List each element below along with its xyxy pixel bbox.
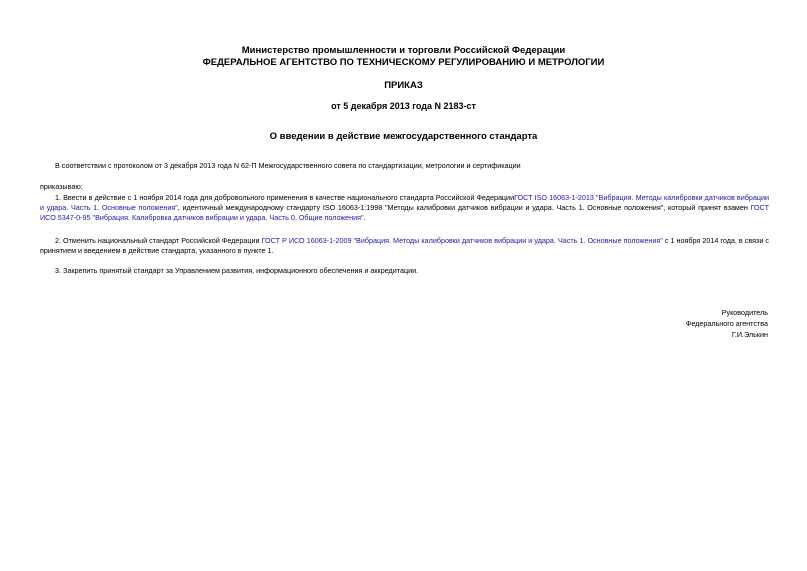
- order-item-1: [40, 193, 769, 223]
- gost-iso-5347-0-95-link[interactable]: ГОСТ ИСО 5347-0-95 "Вибрация. Калибровка датчиков вибрации и удара. Часть 0. Общие положения": [40, 203, 769, 222]
- item2-text-b: с 1 ноября 2014 года, в связи с принятием и введением в действие стандарта, указанного в пункте 1.: [40, 236, 769, 255]
- intro-paragraph: В соответствии с протоколом от 3 декабря 2013 года N 62-П Межгосударственного совета по стандартизации, метрологии и сертификации: [55, 161, 521, 170]
- item2-text-a: 2. Отменить национальный стандарт Российской Федерации: [55, 236, 262, 245]
- order-item-2: [40, 236, 769, 256]
- item1-text-c: .: [363, 213, 366, 222]
- gost-iso-16063-1-2013-link[interactable]: ГОСТ ISO 16063-1-2013 "Вибрация. Методы калибровки датчиков вибрации и удара. Часть 1. Основные положения": [40, 193, 769, 212]
- ministry-title: Министерство промышленности и торговли Российской Федерации: [241, 45, 566, 56]
- order-item-3: 3. Закрепить принятый стандарт за Управлением развития, информационного обеспечения и аккредитации.: [55, 266, 419, 275]
- signature-title-2: Федерального агентства: [685, 319, 768, 328]
- order-word: приказываю:: [40, 182, 83, 191]
- signature-name: Г.И.Элькин: [731, 330, 768, 339]
- item1-text-b: , идентичный международному стандарту ISO 16063-1:1998 "Методы калибровки датчиков вибрации и удара. Часть 1. Основные положения", который принят взамен: [177, 203, 751, 212]
- signature-title-1: Руководитель: [721, 308, 768, 317]
- document-date-number: от 5 декабря 2013 года N 2183-ст: [331, 101, 476, 111]
- document-subject: О введении в действие межгосударственного стандарта: [269, 131, 538, 142]
- document-type: ПРИКАЗ: [384, 80, 423, 91]
- item1-text-a: 1. Ввести в действие с 1 ноября 2014 года для добровольного применения в качестве национального стандарта Российской Федерации: [55, 193, 515, 202]
- gost-r-iso-16063-1-2009-link[interactable]: ГОСТ Р ИСО 16063-1-2009 "Вибрация. Методы калибровки датчиков вибрации и удара. Часть 1. Основные положения": [261, 236, 663, 245]
- agency-title: ФЕДЕРАЛЬНОЕ АГЕНТСТВО ПО ТЕХНИЧЕСКОМУ РЕГУЛИРОВАНИЮ И МЕТРОЛОГИИ: [202, 57, 605, 68]
